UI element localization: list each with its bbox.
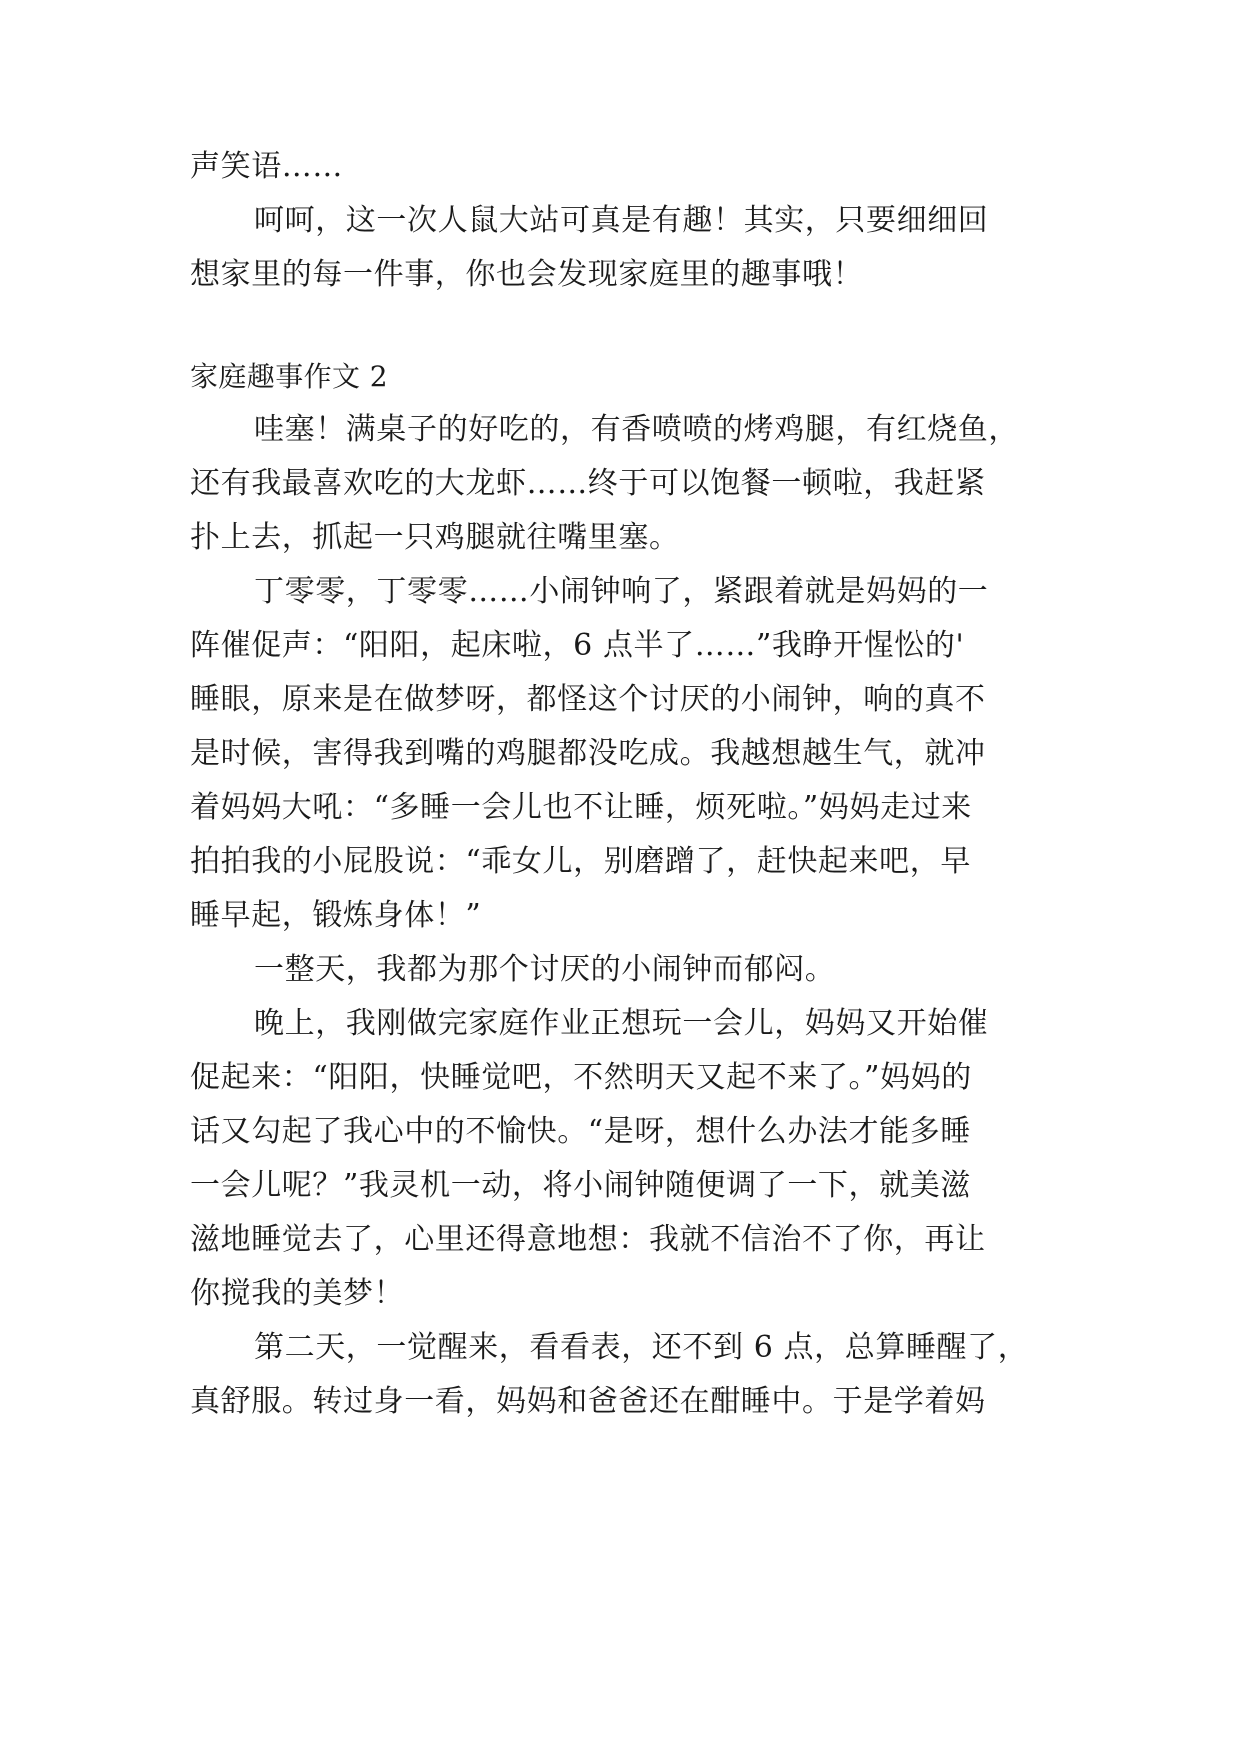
section-heading: 家庭趣事作文 2 bbox=[190, 360, 388, 393]
paragraph-line: 晚上，我刚做完家庭作业正想玩一会儿，妈妈又开始催 bbox=[254, 1006, 989, 1041]
paragraph-line: 声笑语…… bbox=[190, 149, 343, 184]
paragraph-line: 拍拍我的小屁股说：“乖女儿，别磨蹭了，赶快起来吧，早 bbox=[190, 844, 971, 879]
paragraph-line: 是时候，害得我到嘴的鸡腿都没吃成。我越想越生气，就冲 bbox=[190, 736, 986, 771]
paragraph-line: 滋地睡觉去了，心里还得意地想：我就不信治不了你，再让 bbox=[190, 1222, 986, 1257]
paragraph-line: 呵呵，这一次人鼠大站可真是有趣！其实，只要细细回 bbox=[254, 203, 989, 238]
paragraph-line: 第二天，一觉醒来，看看表，还不到 6 点，总算睡醒了， bbox=[254, 1330, 1029, 1365]
paragraph-line: 哇塞！满桌子的好吃的，有香喷喷的烤鸡腿，有红烧鱼， bbox=[254, 412, 1019, 447]
paragraph-line: 还有我最喜欢吃的大龙虾……终于可以饱餐一顿啦，我赶紧 bbox=[190, 466, 986, 501]
paragraph-line: 你搅我的美梦！ bbox=[190, 1276, 405, 1311]
paragraph-line: 丁零零，丁零零……小闹钟响了，紧跟着就是妈妈的一 bbox=[254, 574, 989, 609]
paragraph-line: 话又勾起了我心中的不愉快。“是呀，想什么办法才能多睡 bbox=[190, 1114, 971, 1149]
paragraph-line: 阵催促声：“阳阳，起床啦，6 点半了……”我睁开惺忪的' bbox=[190, 628, 965, 663]
paragraph-line: 一整天，我都为那个讨厌的小闹钟而郁闷。 bbox=[254, 952, 836, 987]
paragraph-line: 促起来：“阳阳，快睡觉吧，不然明天又起不来了。”妈妈的 bbox=[190, 1060, 972, 1095]
paragraph-line: 睡早起，锻炼身体！” bbox=[190, 898, 482, 933]
paragraph-line: 想家里的每一件事，你也会发现家庭里的趣事哦！ bbox=[190, 257, 864, 292]
paragraph-line: 着妈妈大吼：“多睡一会儿也不让睡，烦死啦。”妈妈走过来 bbox=[190, 790, 972, 825]
paragraph-line: 扑上去，抓起一只鸡腿就往嘴里塞。 bbox=[190, 520, 680, 555]
paragraph-line: 真舒服。转过身一看，妈妈和爸爸还在酣睡中。于是学着妈 bbox=[190, 1384, 986, 1419]
paragraph-line: 睡眼，原来是在做梦呀，都怪这个讨厌的小闹钟，响的真不 bbox=[190, 682, 986, 717]
paragraph-line: 一会儿呢？”我灵机一动，将小闹钟随便调了一下，就美滋 bbox=[190, 1168, 971, 1203]
